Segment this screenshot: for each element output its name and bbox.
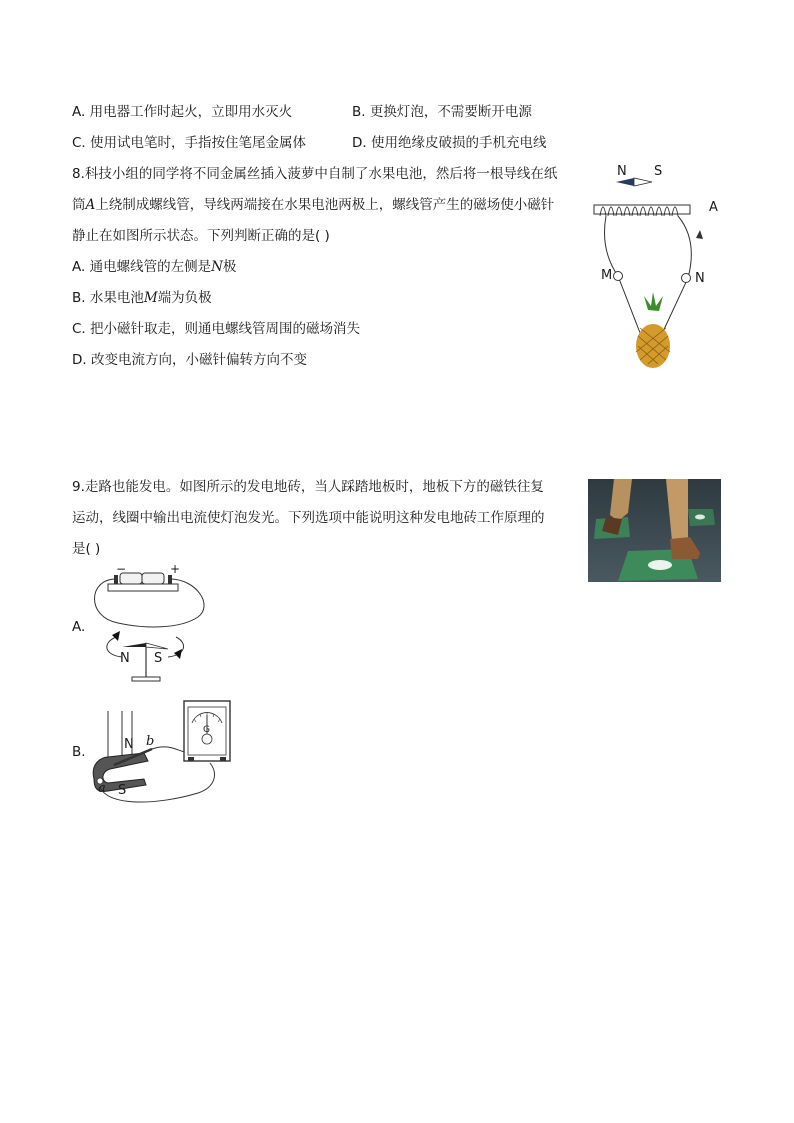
rotation-arrow-left <box>112 631 120 641</box>
needle-s-label: S <box>654 164 663 179</box>
q9-option-a-figure <box>88 562 213 687</box>
q9-stem-line1: 9.走路也能发电。如图所示的发电地砖，当人踩踏地板时，地板下方的磁铁往复 <box>72 479 544 495</box>
q9-stem-line2: 运动，线圈中输出电流使灯泡发光。下列选项中能说明这种发电地砖工作原理的 <box>72 510 545 526</box>
compass-n-label: N <box>120 651 130 666</box>
q9-option-a-label: A. <box>72 619 86 635</box>
q9-option-b-label: B. <box>72 744 86 760</box>
magnet-n-label: N <box>124 737 134 752</box>
q7-option-b: B. 更换灯泡，不需要断开电源 <box>352 104 532 120</box>
magnet-s-label: S <box>118 783 127 798</box>
battery-cell-2 <box>142 573 164 584</box>
pineapple-icon <box>636 292 670 368</box>
terminal-n-label: N <box>695 271 705 286</box>
q7-option-c: C. 使用试电笔时，手指按住笔尾金属体 <box>72 135 307 151</box>
compass-s-label: S <box>154 651 163 666</box>
compass-needle-south <box>146 643 168 649</box>
battery-plus-label: + <box>170 562 181 576</box>
battery-base <box>108 584 178 591</box>
compass-stand <box>132 677 160 681</box>
terminal-m-label: M <box>601 268 613 283</box>
magnet-pole-n <box>108 711 122 757</box>
q8-figure-solenoid <box>588 160 728 375</box>
q8-stem-line1: 8.科技小组的同学将不同金属丝插入菠萝中自制了水果电池，然后将一根导线在纸 <box>72 166 558 182</box>
q8-stem-line2: 筒A上绕制成螺线管，导线两端接在水果电池两极上，螺线管产生的磁场使小磁针 <box>72 197 555 213</box>
rod-end-b-label: b <box>146 734 155 749</box>
q9-stem-line3: 是( ) <box>72 541 101 557</box>
battery-minus-label: − <box>116 562 127 576</box>
tile-light <box>648 560 672 570</box>
needle-south-half <box>634 178 652 186</box>
galvanometer-g-label: G <box>203 725 210 735</box>
needle-north-half <box>616 178 634 186</box>
solenoid-a-label: A <box>709 200 718 215</box>
terminal-m <box>614 272 623 281</box>
rod-end-a-label: a <box>98 781 106 796</box>
q9-option-b-figure <box>88 697 238 807</box>
q8-option-c: C. 把小磁针取走，则通电螺线管周围的磁场消失 <box>72 321 361 337</box>
q7-option-a: A. 用电器工作时起火，立即用水灭火 <box>72 104 293 120</box>
q8-option-a: A. 通电螺线管的左侧是N极 <box>72 259 237 275</box>
q8-option-d: D. 改变电流方向，小磁针偏转方向不变 <box>72 352 307 368</box>
q8-option-b: B. 水果电池M端为负极 <box>72 290 212 306</box>
terminal-n <box>682 274 691 283</box>
rotation-arrow-right <box>174 649 182 659</box>
q7-option-d: D. 使用绝缘皮破损的手机充电线 <box>352 135 547 151</box>
current-arrow <box>696 230 703 239</box>
q9-photo-floor-tiles <box>588 479 721 582</box>
q8-stem-line3: 静止在如图所示状态。下列判断正确的是( ) <box>72 228 330 244</box>
needle-n-label: N <box>617 164 627 179</box>
compass-needle-north <box>122 643 146 647</box>
